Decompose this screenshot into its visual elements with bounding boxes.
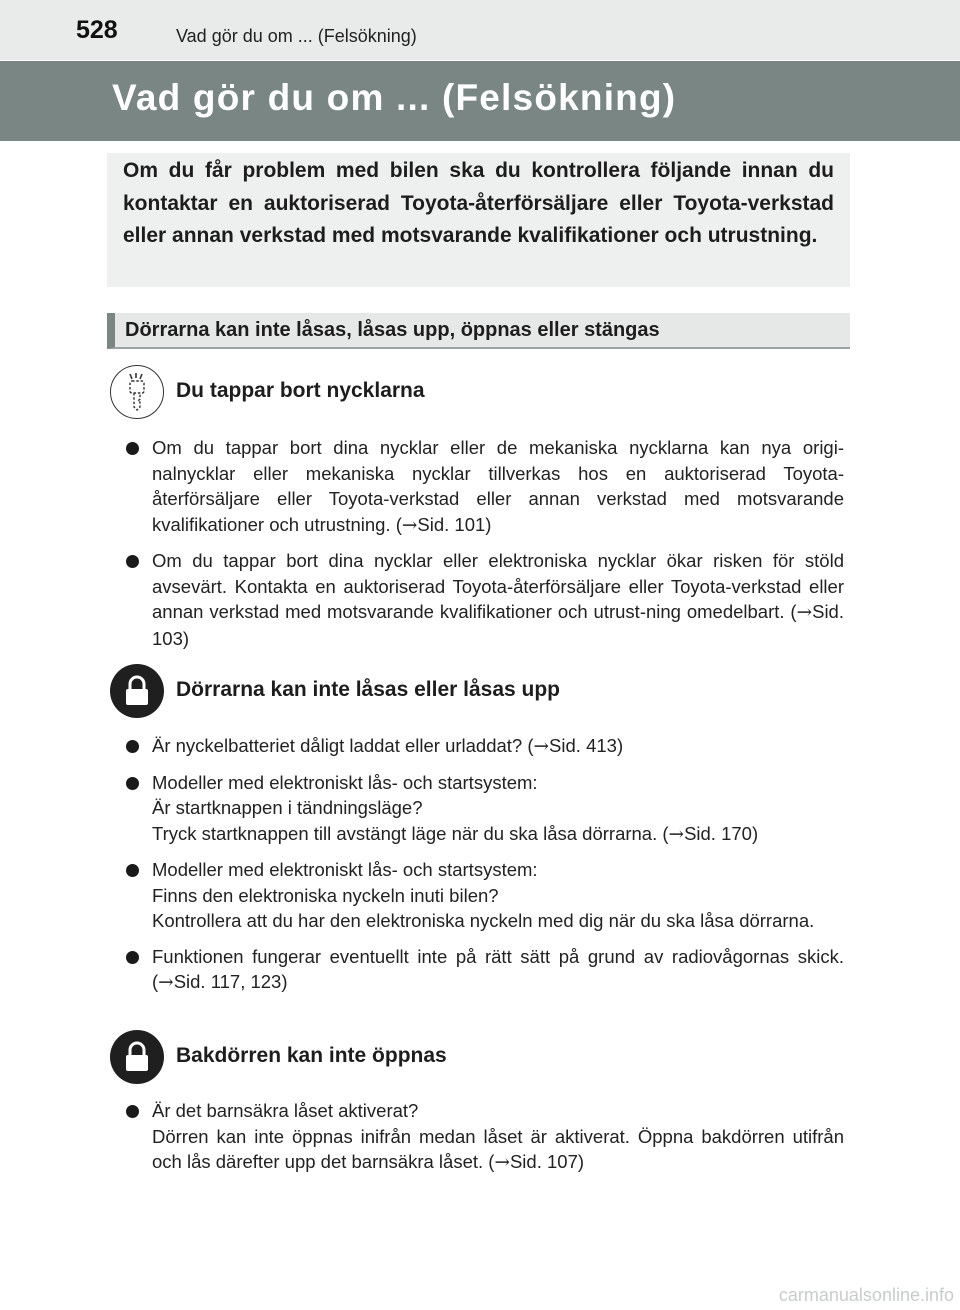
bullet-icon bbox=[126, 1105, 139, 1118]
page-header bbox=[0, 0, 960, 60]
arrow-icon: → bbox=[668, 823, 685, 845]
lock-icon bbox=[110, 1030, 164, 1084]
subsection-title: Du tappar bort nycklarna bbox=[176, 379, 425, 402]
page-reference: Sid. 101 bbox=[417, 513, 486, 535]
watermark: carmanualsonline.info bbox=[778, 1285, 954, 1305]
list-item bbox=[126, 1098, 844, 1176]
bullet-icon bbox=[126, 864, 139, 877]
page-title: Vad gör du om ... (Felsökning) bbox=[112, 77, 677, 118]
subsection-lost-keys bbox=[110, 365, 850, 421]
section-heading bbox=[107, 313, 850, 349]
key-icon bbox=[110, 365, 164, 419]
page-reference: Sid. 170 bbox=[684, 822, 752, 844]
item-text: Om du tappar bort dina nycklar eller elektroniska nycklar ökar risken för stöld avsevärt. Kontakta en auktoriserad Toyota-återförsäljare eller Toyota-verkstad eller annan verkstad med motsvarande kvalifikationer och utrust-ning omedelbart. ( bbox=[152, 550, 844, 622]
list-item bbox=[126, 733, 844, 760]
list-item bbox=[126, 857, 844, 934]
page-reference: Sid. 107 bbox=[509, 1151, 578, 1172]
item-text: Är nyckelbatteriet dåligt laddat eller urladdat? ( bbox=[152, 735, 534, 756]
page-number: 528 bbox=[76, 16, 118, 44]
arrow-icon: → bbox=[533, 736, 550, 757]
item-text: Funktionen fungerar eventuellt inte på rätt sätt på grund av radiovågornas skick. ( bbox=[152, 945, 844, 992]
arrow-icon: → bbox=[796, 602, 813, 623]
item-line: Är det barnsäkra låset aktiverat? bbox=[152, 1100, 419, 1121]
bullet-icon bbox=[126, 442, 139, 455]
bullet-icon bbox=[126, 555, 139, 568]
section-heading-text: Dörrarna kan inte låsas, låsas upp, öppnas eller stängas bbox=[125, 319, 660, 341]
arrow-icon: → bbox=[158, 972, 174, 993]
item-line: Dörren kan inte öppnas inifrån medan låset är aktiverat. Öppna bakdörren utifrån och lås därefter upp det barnsäkra låset. ( bbox=[152, 1125, 844, 1172]
list-lock-unlock bbox=[126, 733, 844, 1006]
item-tail: ) bbox=[616, 735, 624, 756]
subsection-back-door bbox=[110, 1030, 850, 1086]
subsection-title: Bakdörren kan inte öppnas bbox=[176, 1044, 447, 1067]
item-text: Om du tappar bort dina nycklar eller de mekaniska nycklarna kan nya origi-nalnycklar eller mekaniska nycklar tillverkas hos en auktoriserad Toyota-återförsäljare eller Toyota-verkstad eller annan verkstad med motsvarande kvalifikationer och utrustning. ( bbox=[152, 437, 844, 535]
arrow-icon: → bbox=[494, 1152, 510, 1173]
item-tail: ) bbox=[751, 822, 759, 844]
page-reference: Sid. 413 bbox=[549, 735, 617, 756]
item-line: Kontrollera att du har den elektroniska nyckeln med dig när du ska låsa dörrarna. bbox=[152, 910, 815, 931]
intro-text: Om du får problem med bilen ska du kontrollera följande innan du kontaktar en auktoriserad Toyota-återförsäljare eller Toyota-verkstad eller annan verkstad med motsvarande kvalifikationer och utrustning. bbox=[123, 159, 834, 247]
subsection-title: Dörrarna kan inte låsas eller låsas upp bbox=[176, 678, 561, 701]
item-line: Är startknappen i tändningsläge? bbox=[152, 797, 423, 818]
item-tail: ) bbox=[485, 513, 492, 535]
list-item bbox=[126, 770, 844, 848]
arrow-icon: → bbox=[401, 514, 418, 536]
item-line: Finns den elektroniska nyckeln inuti bilen? bbox=[152, 884, 499, 906]
item-line: Modeller med elektroniskt lås- och startsystem: bbox=[152, 771, 538, 793]
list-item bbox=[126, 435, 844, 538]
list-item bbox=[126, 944, 844, 996]
bullet-icon bbox=[126, 777, 139, 790]
list-lost-keys bbox=[126, 435, 844, 661]
item-tail: ) bbox=[577, 1151, 585, 1172]
running-title: Vad gör du om ... (Felsökning) bbox=[176, 26, 417, 46]
item-line: Tryck startknappen till avstängt läge när du ska låsa dörrarna. ( bbox=[152, 822, 669, 844]
item-tail: ) bbox=[182, 627, 190, 649]
list-item bbox=[126, 548, 844, 651]
intro-box bbox=[107, 153, 850, 287]
item-line: Modeller med elektroniskt lås- och startsystem: bbox=[152, 859, 538, 880]
subsection-lock-unlock bbox=[110, 664, 850, 720]
title-band bbox=[0, 61, 960, 141]
bullet-icon bbox=[126, 951, 139, 964]
bullet-icon bbox=[126, 740, 139, 753]
item-tail: ) bbox=[281, 971, 288, 992]
list-back-door bbox=[126, 1098, 844, 1186]
page-reference: Sid. 103 bbox=[152, 601, 844, 649]
page-reference: Sid. 117, 123 bbox=[173, 971, 282, 992]
lock-icon bbox=[110, 664, 164, 718]
